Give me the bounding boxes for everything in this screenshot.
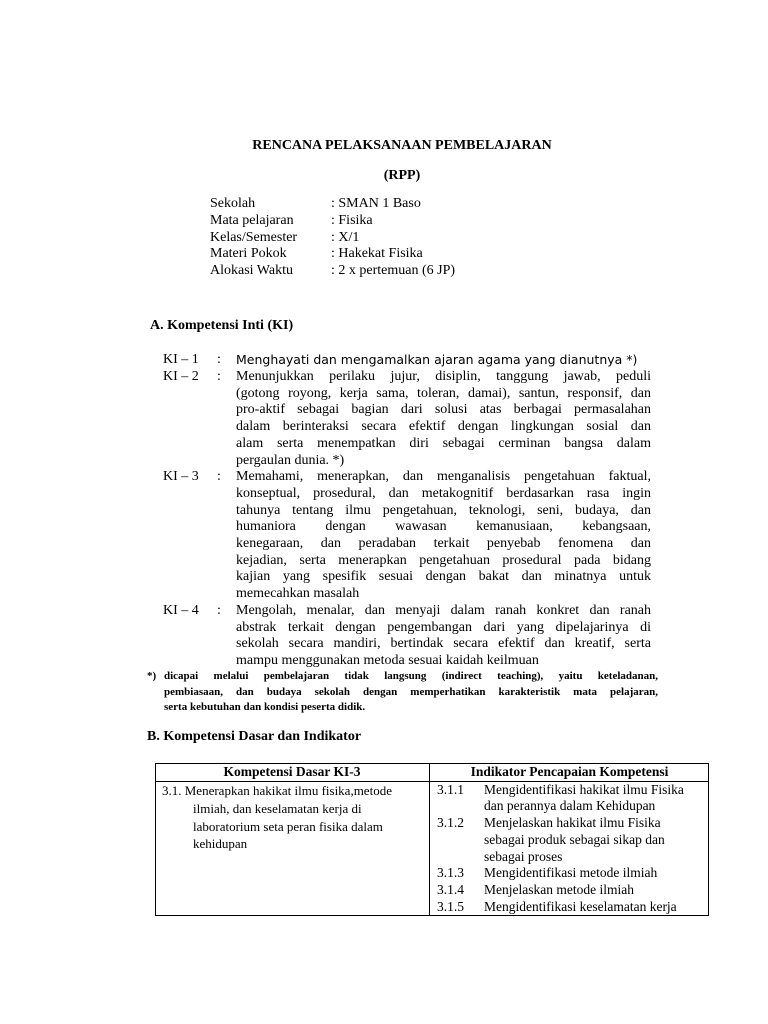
indicator-number: 3.1.2 <box>437 815 464 830</box>
ki-1-colon: : <box>217 352 221 367</box>
info-label-sekolah: Sekolah <box>210 196 256 211</box>
footnote-line: dicapai melalui pembelajaran tidak langsung (indirect teaching), yaitu keteladanan, <box>164 670 658 682</box>
info-label-materi-pokok: Materi Pokok <box>210 246 287 261</box>
ki-2-line: pro-aktif sebagai bagian dari solusi atas berbagai permasalahan <box>236 402 651 417</box>
indicator-text: sebagai proses <box>484 849 563 864</box>
ki-1-code: KI – 1 <box>163 352 199 367</box>
ki-1-text: Menghayati dan mengamalkan ajaran agama yang dianutnya *) <box>236 352 638 367</box>
ki-3-line: kejadian, serta menerapkan pengetahuan prosedural pada bidang <box>236 553 651 568</box>
ki-3-line: kenegaraan, dan peradaban terkait penyebab fenomena dan <box>236 536 651 551</box>
info-label-kelas-semester: Kelas/Semester <box>210 230 298 245</box>
ki-2-line: (gotong royong, kerja sama, toleran, damai), santun, responsif, dan <box>236 386 651 401</box>
indicator-text: Mengidentifikasi keselamatan kerja <box>484 899 677 914</box>
document-subtitle: (RPP) <box>383 168 421 183</box>
indicator-text: Menjelaskan metode ilmiah <box>484 882 634 897</box>
ki-3-line: konseptual, prosedural, dan metakognitif berdasarkan rasa ingin <box>236 486 651 501</box>
ki-3-colon: : <box>217 469 221 484</box>
ki-2-colon: : <box>217 369 221 384</box>
indicator-number: 3.1.1 <box>437 782 464 797</box>
info-value-alokasi-waktu: : 2 x pertemuan (6 JP) <box>331 263 456 278</box>
ki-2-line: Menunjukkan perilaku jujur, disiplin, tanggung jawab, peduli <box>236 369 651 384</box>
footnote-line: pembiasaan, dan budaya sekolah dengan memperhatikan karakteristik mata pelajaran, <box>164 686 658 698</box>
ki-3-code: KI – 3 <box>163 469 199 484</box>
info-value-mata-pelajaran: : Fisika <box>331 213 373 228</box>
ki-3-line: kajian yang spesifik sesuai dengan bakat dan minatnya untuk <box>236 569 651 584</box>
info-value-sekolah: : SMAN 1 Baso <box>331 196 421 211</box>
indicator-text: dan perannya dalam Kehidupan <box>484 798 656 813</box>
ki-4-line: sekolah secara mandiri, bertindak secara efektif dan kreatif, serta <box>236 636 651 651</box>
footnote-line: serta kebutuhan dan kondisi peserta didik. <box>164 701 366 713</box>
kd-line: ilmiah, dan keselamatan kerja di <box>193 801 362 816</box>
info-label-mata-pelajaran: Mata pelajaran <box>210 213 294 228</box>
ki-3-line: memecahkan masalah <box>236 586 360 601</box>
section-b-heading: B. Kompetensi Dasar dan Indikator <box>147 729 362 744</box>
kd-line: laboratorium seta peran fisika dalam <box>193 819 383 834</box>
indicator-text: Menjelaskan hakikat ilmu Fisika <box>484 815 661 830</box>
ki-4-colon: : <box>217 603 221 618</box>
indicator-number: 3.1.4 <box>437 882 464 897</box>
kd-line: 3.1. Menerapkan hakikat ilmu fisika,metode <box>162 783 392 798</box>
kd-line: kehidupan <box>193 836 248 851</box>
info-label-alokasi-waktu: Alokasi Waktu <box>210 263 293 278</box>
ki-2-line: dalam berinteraksi secara efektif dengan lingkungan sosial dan <box>236 419 651 434</box>
table-column-divider <box>429 763 430 916</box>
table-header-indicator: Indikator Pencapaian Kompetensi <box>470 764 669 779</box>
info-value-materi-pokok: : Hakekat Fisika <box>331 246 423 261</box>
indicator-number: 3.1.3 <box>437 865 464 880</box>
ki-4-line: Mengolah, menalar, dan menyaji dalam ranah konkret dan ranah <box>236 603 651 618</box>
ki-2-code: KI – 2 <box>163 369 199 384</box>
ki-4-code: KI – 4 <box>163 603 199 618</box>
ki-3-line: Memahami, menerapkan, dan menganalisis pengetahuan faktual, <box>236 469 651 484</box>
indicator-text: Mengidentifikasi metode ilmiah <box>484 865 658 880</box>
ki-4-line: mampu menggunakan metoda sesuai kaidah keilmuan <box>236 653 539 668</box>
indicator-number: 3.1.5 <box>437 899 464 914</box>
footnote-marker: *) <box>147 670 157 682</box>
ki-2-line: pergaulan dunia. *) <box>236 453 345 468</box>
ki-2-line: alam serta menempatkan diri sebagai cerminan bangsa dalam <box>236 436 651 451</box>
info-value-kelas-semester: : X/1 <box>331 230 360 245</box>
table-header-kd: Kompetensi Dasar KI-3 <box>223 764 361 779</box>
indicator-text: Mengidentifikasi hakikat ilmu Fisika <box>484 782 684 797</box>
section-a-heading: A. Kompetensi Inti (KI) <box>150 318 294 333</box>
ki-3-line: humaniora dengan wawasan kemanusiaan, kebangsaan, <box>236 519 651 534</box>
indicator-text: sebagai produk sebagai sikap dan <box>484 832 665 847</box>
document-title: RENCANA PELAKSANAAN PEMBELAJARAN <box>252 138 552 153</box>
ki-4-line: abstrak terkait dengan pengembangan dari yang dipelajarinya di <box>236 620 651 635</box>
ki-3-line: tahunya tentang ilmu pengetahuan, teknologi, seni, budaya, dan <box>236 503 651 518</box>
